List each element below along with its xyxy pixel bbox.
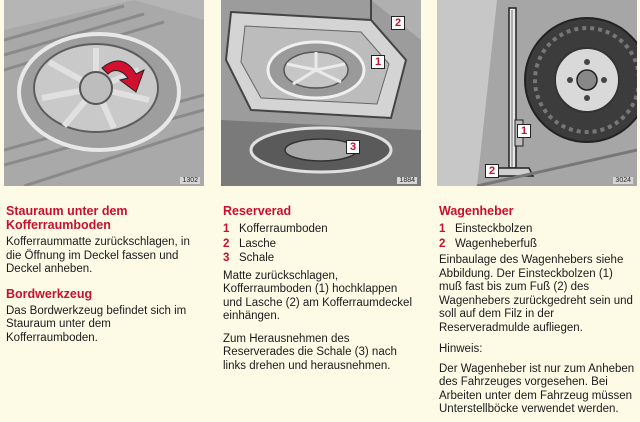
paragraph-wagenheber-2: Der Wagenheber ist nur zum Anheben des Fahrzeuges vorgesehen. Bei Arbeiten unter dem Fahrzeug müssen Unterstellböcke verwendet werden. [439,362,635,415]
paragraph-bordwerkzeug: Das Bordwerkzeug befindet sich im Stauraum unter dem Kofferraumboden. [6,304,187,344]
heading-stauraum: Stauraum unter dem Kofferraumboden [6,204,128,232]
column-wagenheber [437,0,637,417]
paragraph-reserverad-2: Zum Herausnehmen des Reserverades die Schale (3) nach links drehen und herausnehmen. [223,332,397,372]
legend-item: 3 Schale [223,252,275,264]
image-number: 1884 [399,177,415,184]
illustration-wagenheber [437,0,637,186]
heading-bordwerkzeug: Bordwerkzeug [6,286,93,301]
legend-item: 2 Lasche [223,237,277,250]
legend-item: 1 Kofferraumboden [223,223,328,235]
callout-3: 3 [346,140,360,154]
image-number: 3024 [615,177,631,184]
legend-wagenheber [439,222,635,251]
column-stauraum [4,0,204,345]
legend-item: 2 Wagenheberfuß [439,237,538,250]
column-reserverad [221,0,421,373]
callout-2: 2 [485,164,499,178]
heading-reserverad: Reserverad [223,204,292,218]
stauraum-drawing [4,0,204,186]
callout-2: 2 [391,16,405,30]
illustration-stauraum [4,0,204,186]
paragraph-wagenheber-1: Einbaulage des Wagenhebers siehe Abbildung. Der Einsteckbolzen (1) muß fast bis zum Fuß (2) des Wagenhebers zurückgedreht sein und soll auf dem Filz in der Reserveradmulde aufliegen. [439,254,633,334]
wagenheber-drawing [437,0,637,186]
legend-reserverad [223,222,419,266]
paragraph-reserverad-1: Matte zurückschlagen, Kofferraumboden (1) hochklappen und Lasche (2) am Kofferraumdeckel einhängen. [223,269,412,322]
image-number: 1302 [182,177,198,184]
callout-1: 1 [371,55,385,69]
callout-1: 1 [517,124,531,138]
hint-label: Hinweis: [439,343,483,355]
illustration-reserverad [221,0,421,186]
legend-item: 1 Einsteckbolzen [439,223,533,235]
paragraph-stauraum: Kofferraummatte zurückschlagen, in die Öffnung im Deckel fassen und Deckel anheben. [6,236,190,275]
heading-wagenheber: Wagenheber [439,204,514,218]
